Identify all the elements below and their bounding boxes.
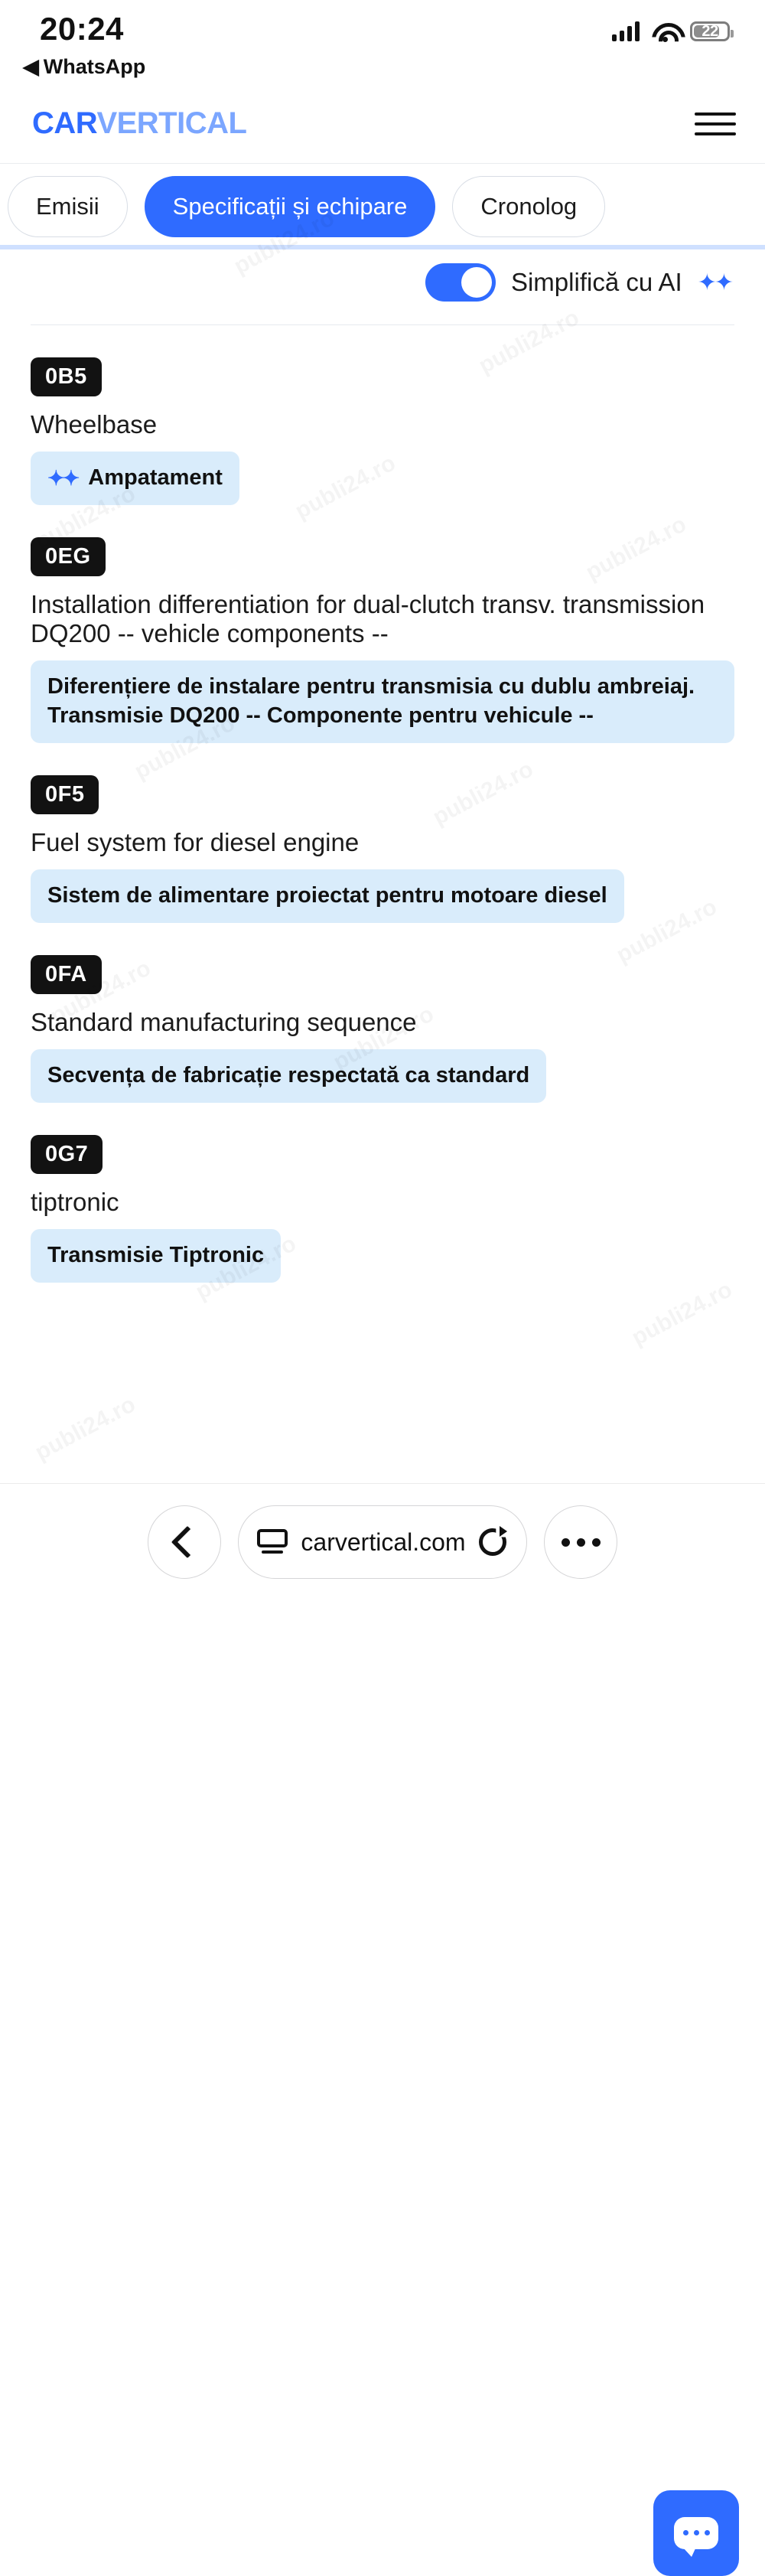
url-text: carvertical.com: [301, 1528, 466, 1556]
equipment-description: Wheelbase: [31, 410, 158, 439]
hamburger-menu-icon[interactable]: [695, 109, 736, 139]
browser-toolbar: [0, 1483, 765, 1656]
sparkles-icon: ✦✦: [697, 269, 731, 295]
status-bar-indicators: [612, 21, 730, 41]
more-options-icon: [562, 1538, 601, 1547]
battery-icon: [690, 21, 730, 41]
equipment-translation-text: Transmisie Tiptronic: [47, 1243, 265, 1268]
ai-simplify-row[interactable]: [31, 249, 734, 302]
equipment-code: 0F5: [31, 775, 99, 814]
url-bar[interactable]: [238, 1505, 527, 1579]
equipment-item: [31, 1103, 734, 1283]
section-tabs[interactable]: [0, 164, 765, 249]
reload-icon[interactable]: [479, 1528, 506, 1556]
equipment-item: [31, 505, 734, 743]
equipment-item: [31, 325, 734, 505]
main-content: [0, 249, 765, 1283]
cellular-bars-icon: [612, 21, 640, 41]
browser-more-button[interactable]: [544, 1505, 617, 1579]
back-to-app-label: WhatsApp: [43, 55, 146, 78]
watermark: [31, 1391, 140, 1466]
equipment-code: 0G7: [31, 1135, 103, 1174]
back-arrow-icon: ◀: [23, 55, 39, 78]
logo-part-vertical: VERTICAL: [96, 106, 247, 140]
status-bar: [0, 0, 765, 84]
equipment-translation-text: Secvența de fabricație respectată ca standard: [47, 1063, 530, 1088]
equipment-description: Fuel system for diesel engine: [31, 827, 360, 856]
tab-specificatii-si-echipare[interactable]: Specificații și echipare: [145, 176, 436, 237]
equipment-translation-chip: [31, 1049, 546, 1103]
ai-simplify-toggle[interactable]: [425, 263, 496, 302]
equipment-code: 0FA: [31, 955, 102, 994]
back-to-app-link[interactable]: [23, 55, 145, 79]
chat-support-button[interactable]: [653, 2490, 739, 2576]
equipment-translation-text: Ampatament: [88, 465, 223, 491]
reader-view-icon[interactable]: [257, 1529, 288, 1555]
equipment-translation-chip: [31, 869, 624, 923]
ai-simplify-label: Simplifică cu AI: [510, 268, 682, 296]
equipment-translation-text: Diferențiere de instalare pentru transmisia cu dublu ambreiaj. Transmisie DQ200 -- Componente pentru vehicule --: [47, 674, 695, 729]
chat-bubble-icon: [674, 2517, 718, 2549]
equipment-code: 0EG: [31, 537, 106, 576]
site-header: [0, 84, 765, 164]
equipment-translation-chip: [31, 1229, 281, 1283]
chevron-left-icon: [171, 1526, 203, 1558]
sparkles-icon: ✦✦: [47, 466, 78, 490]
equipment-translation-chip: [31, 452, 239, 505]
equipment-translation-chip: [31, 660, 734, 742]
browser-back-button[interactable]: [148, 1505, 221, 1579]
wifi-icon: [652, 21, 678, 41]
tab-cronologie[interactable]: Cronolog: [452, 176, 605, 237]
equipment-code: 0B5: [31, 357, 102, 396]
equipment-translation-text: Sistem de alimentare proiectat pentru motoare diesel: [47, 883, 607, 908]
battery-percent-label: 22: [702, 22, 718, 40]
equipment-description: Installation differentiation for dual-clutch transv. transmission DQ200 -- vehicle components --: [31, 589, 705, 648]
equipment-item: [31, 923, 734, 1103]
logo-part-car: CAR: [32, 106, 97, 140]
status-bar-time: 20:24: [40, 11, 124, 47]
carvertical-logo[interactable]: [32, 106, 246, 141]
equipment-description: tiptronic: [31, 1187, 119, 1216]
equipment-item: [31, 743, 734, 923]
equipment-description: Standard manufacturing sequence: [31, 1007, 417, 1036]
watermark: [627, 1277, 737, 1351]
tab-emisii[interactable]: Emisii: [8, 176, 128, 237]
